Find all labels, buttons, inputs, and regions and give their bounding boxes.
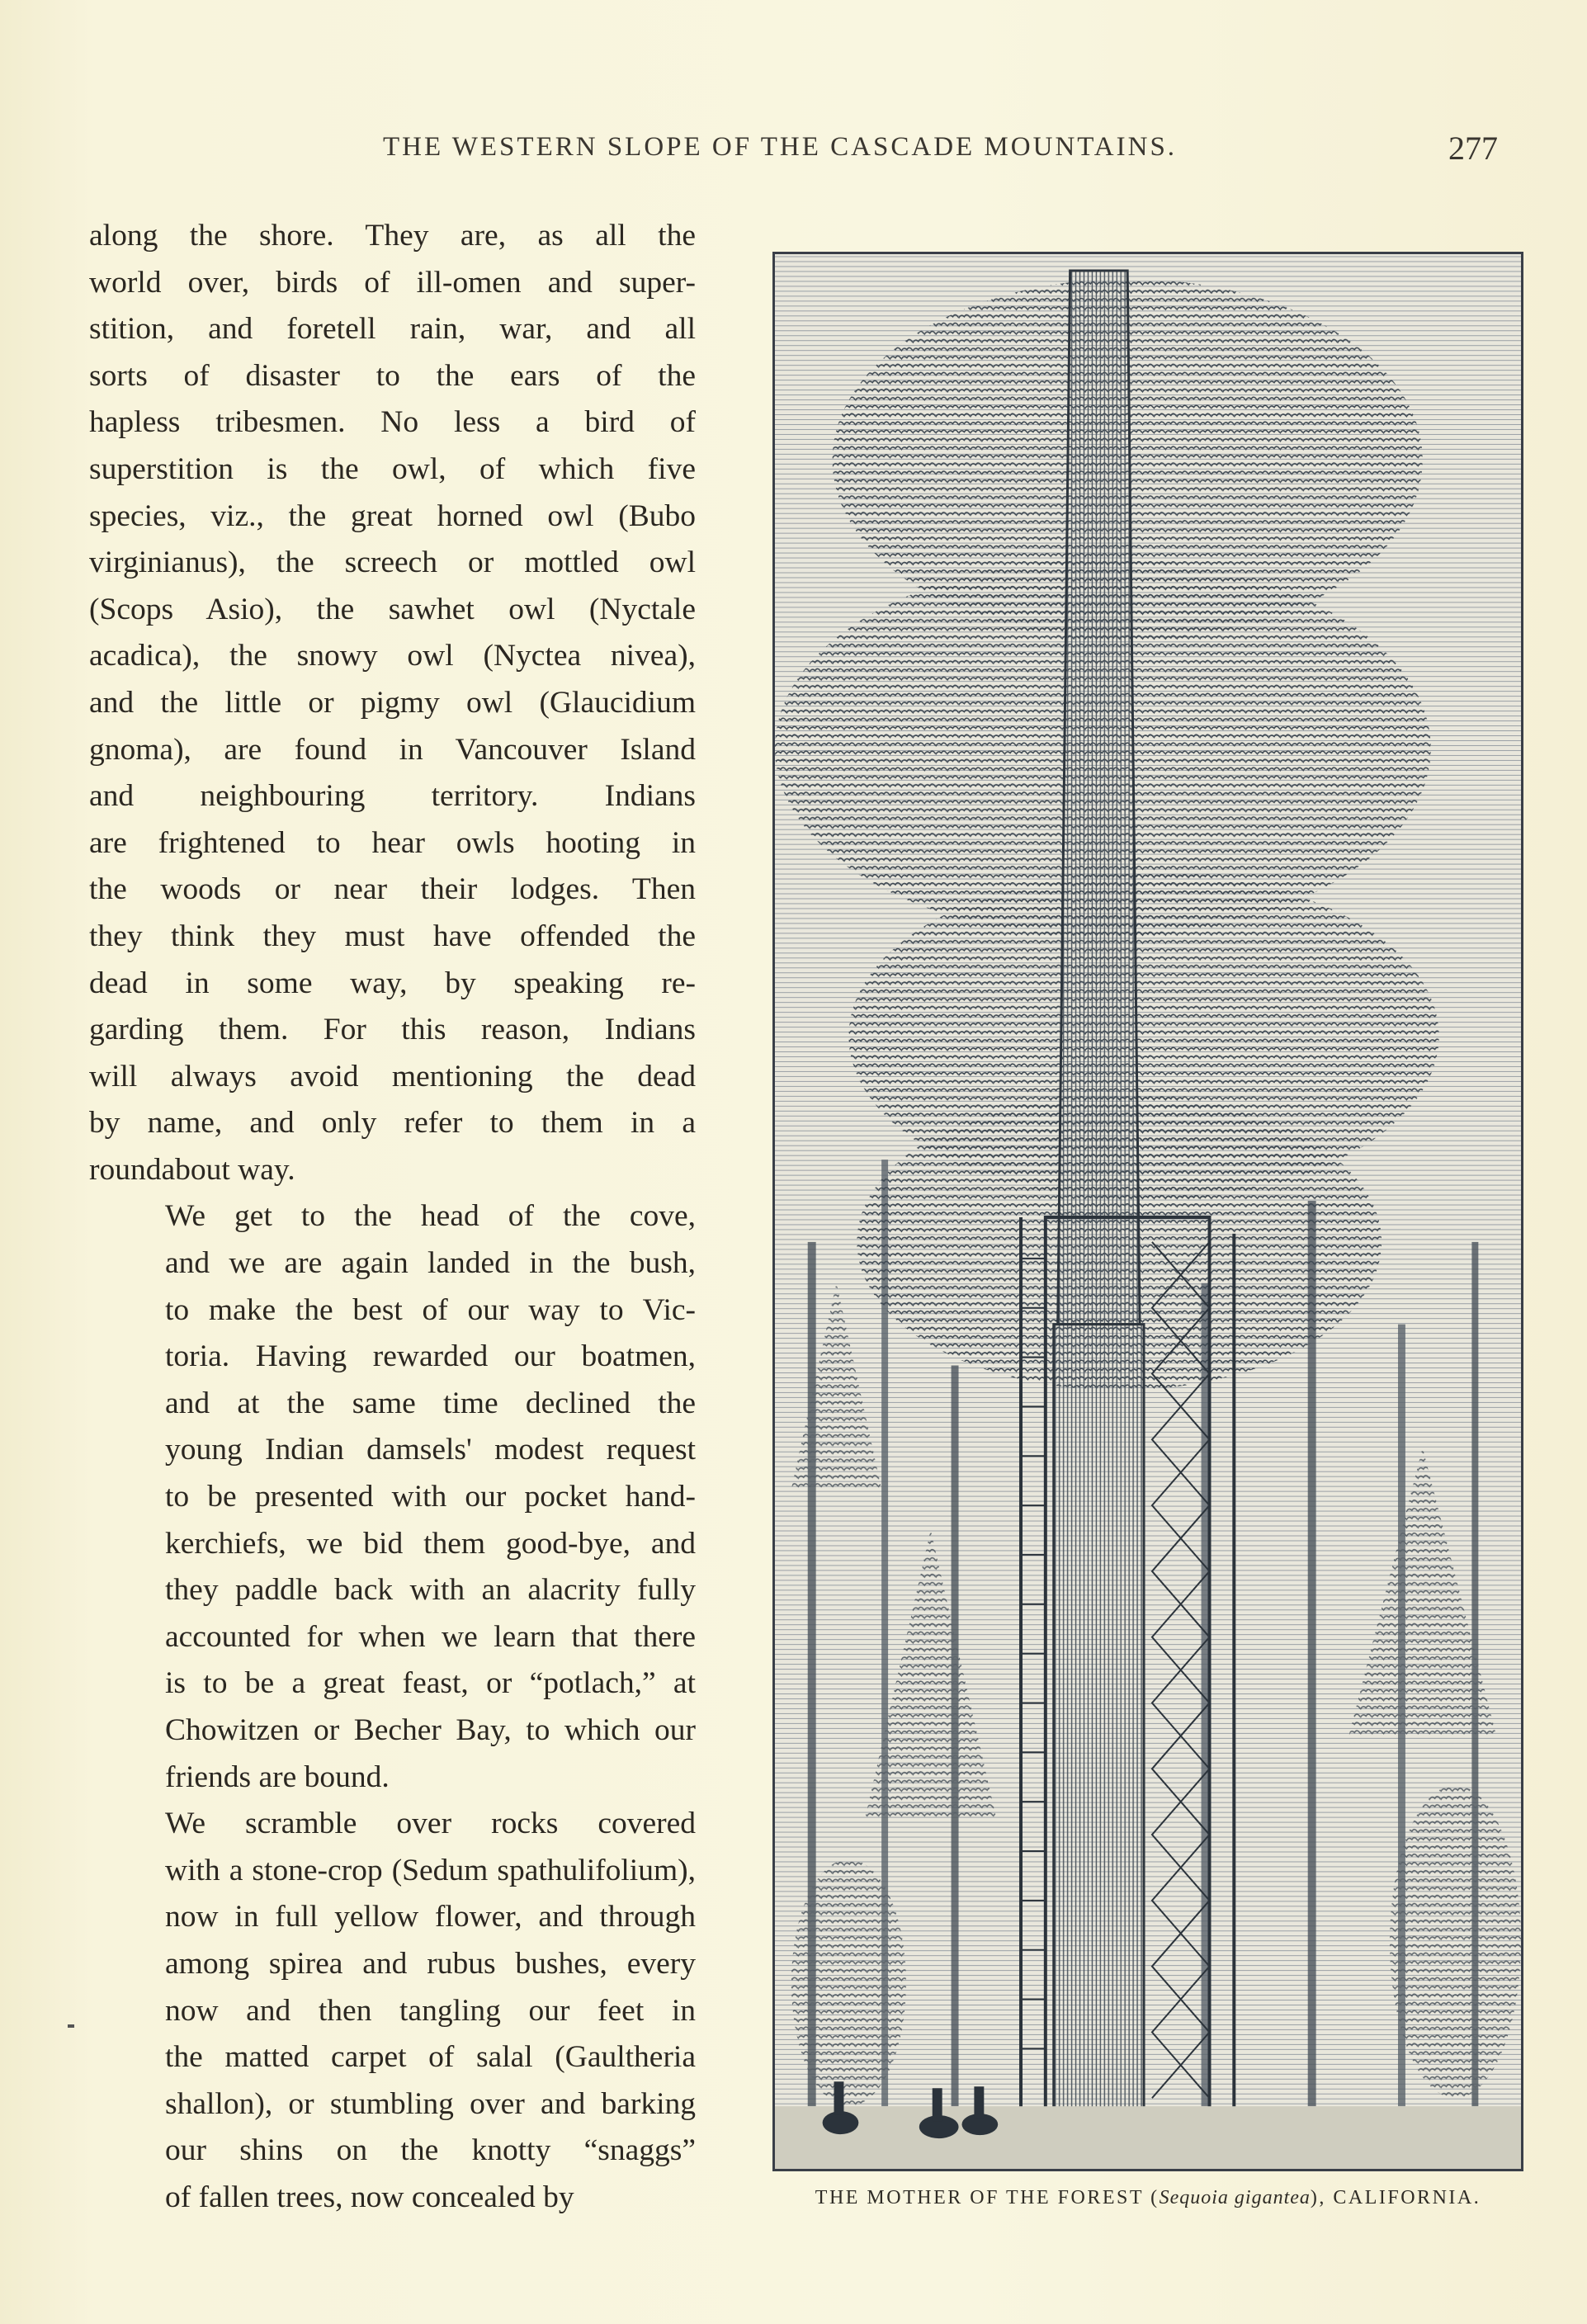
text-line: friends are bound. — [165, 1760, 390, 1794]
caption-text-end: ), CALIFORNIA. — [1310, 2187, 1481, 2208]
text-line: now and then tangling our feet in — [165, 1993, 696, 2028]
text-line: and neighbouring territory. Indians — [89, 779, 696, 814]
caption-text: THE MOTHER OF THE FOREST ( — [815, 2187, 1160, 2208]
sequoia-engraving — [775, 254, 1521, 2169]
text-line: stition, and foretell rain, war, and all — [89, 312, 696, 347]
figure-caption — [772, 2187, 1523, 2209]
text-line: We get to the head of the cove, — [165, 1199, 696, 1234]
engraving-illustration — [772, 252, 1523, 2171]
running-title: THE WESTERN SLOPE OF THE CASCADE MOUNTAINS. — [382, 132, 1178, 162]
text-line: hapless tribesmen. No less a bird of — [89, 405, 696, 440]
text-line: to make the best of our way to Vic- — [165, 1292, 696, 1327]
paragraph-3 — [89, 1801, 696, 2221]
text-line: and at the same time declined the — [165, 1386, 696, 1420]
text-line: virginianus), the screech or mottled owl — [89, 546, 696, 580]
text-line: of fallen trees, now concealed by — [165, 2180, 574, 2214]
text-line: superstition is the owl, of which five — [89, 451, 696, 486]
text-line: they think they must have offended the — [89, 919, 696, 953]
text-line: garding them. For this reason, Indians — [89, 1013, 696, 1047]
paragraph-1 — [89, 213, 696, 1193]
text-line: is to be a great feast, or “potlach,” at — [165, 1666, 696, 1701]
text-line: acadica), the snowy owl (Nyctea nivea), — [89, 639, 696, 673]
text-line: We scramble over rocks covered — [165, 1807, 696, 1841]
paragraph-2 — [89, 1193, 696, 1801]
text-column — [89, 213, 696, 2222]
text-line: our shins on the knotty “snaggs” — [165, 2133, 696, 2168]
text-line: they paddle back with an alacrity fully — [165, 1573, 696, 1608]
text-line: the matted carpet of salal (Gaultheria — [165, 2040, 696, 2075]
text-line: young Indian damsels' modest request — [165, 1433, 696, 1467]
tree-trunk — [1054, 271, 1144, 2114]
text-line: dead in some way, by speaking re- — [89, 966, 696, 1000]
text-line: (Scops Asio), the sawhet owl (Nyctale — [89, 592, 696, 626]
text-line: to be presented with our pocket hand- — [165, 1480, 696, 1514]
text-line: will always avoid mentioning the dead — [89, 1059, 696, 1094]
text-line: gnoma), are found in Vancouver Island — [89, 732, 696, 767]
text-line: along the shore. They are, as all the — [89, 219, 696, 253]
text-line: roundabout way. — [89, 1152, 295, 1187]
text-line: Chowitzen or Becher Bay, to which our — [165, 1713, 696, 1747]
text-line: with a stone-crop (Sedum spathulifolium), — [165, 1853, 696, 1887]
text-line: sorts of disaster to the ears of the — [89, 358, 696, 393]
text-line: among spirea and rubus bushes, every — [165, 1946, 696, 1981]
text-line: and we are again landed in the bush, — [165, 1246, 696, 1281]
text-line: the woods or near their lodges. Then — [89, 872, 696, 907]
text-line: accounted for when we learn that there — [165, 1619, 696, 1654]
text-line: world over, birds of ill-omen and super- — [89, 265, 696, 300]
margin-mark — [68, 2024, 74, 2028]
text-line: by name, and only refer to them in a — [89, 1106, 696, 1141]
text-line: now in full yellow flower, and through — [165, 1900, 696, 1934]
text-line: are frightened to hear owls hooting in — [89, 825, 696, 860]
text-line: species, viz., the great horned owl (Bubo — [89, 498, 696, 533]
text-line: toria. Having rewarded our boatmen, — [165, 1339, 696, 1374]
text-line: shallon), or stumbling over and barking — [165, 2086, 696, 2121]
caption-species: Sequoia gigantea — [1159, 2187, 1311, 2208]
text-line: kerchiefs, we bid them good-bye, and — [165, 1526, 696, 1561]
text-line: and the little or pigmy owl (Glaucidium — [89, 685, 696, 720]
ground — [775, 2106, 1521, 2169]
page-number: 277 — [1448, 130, 1498, 167]
